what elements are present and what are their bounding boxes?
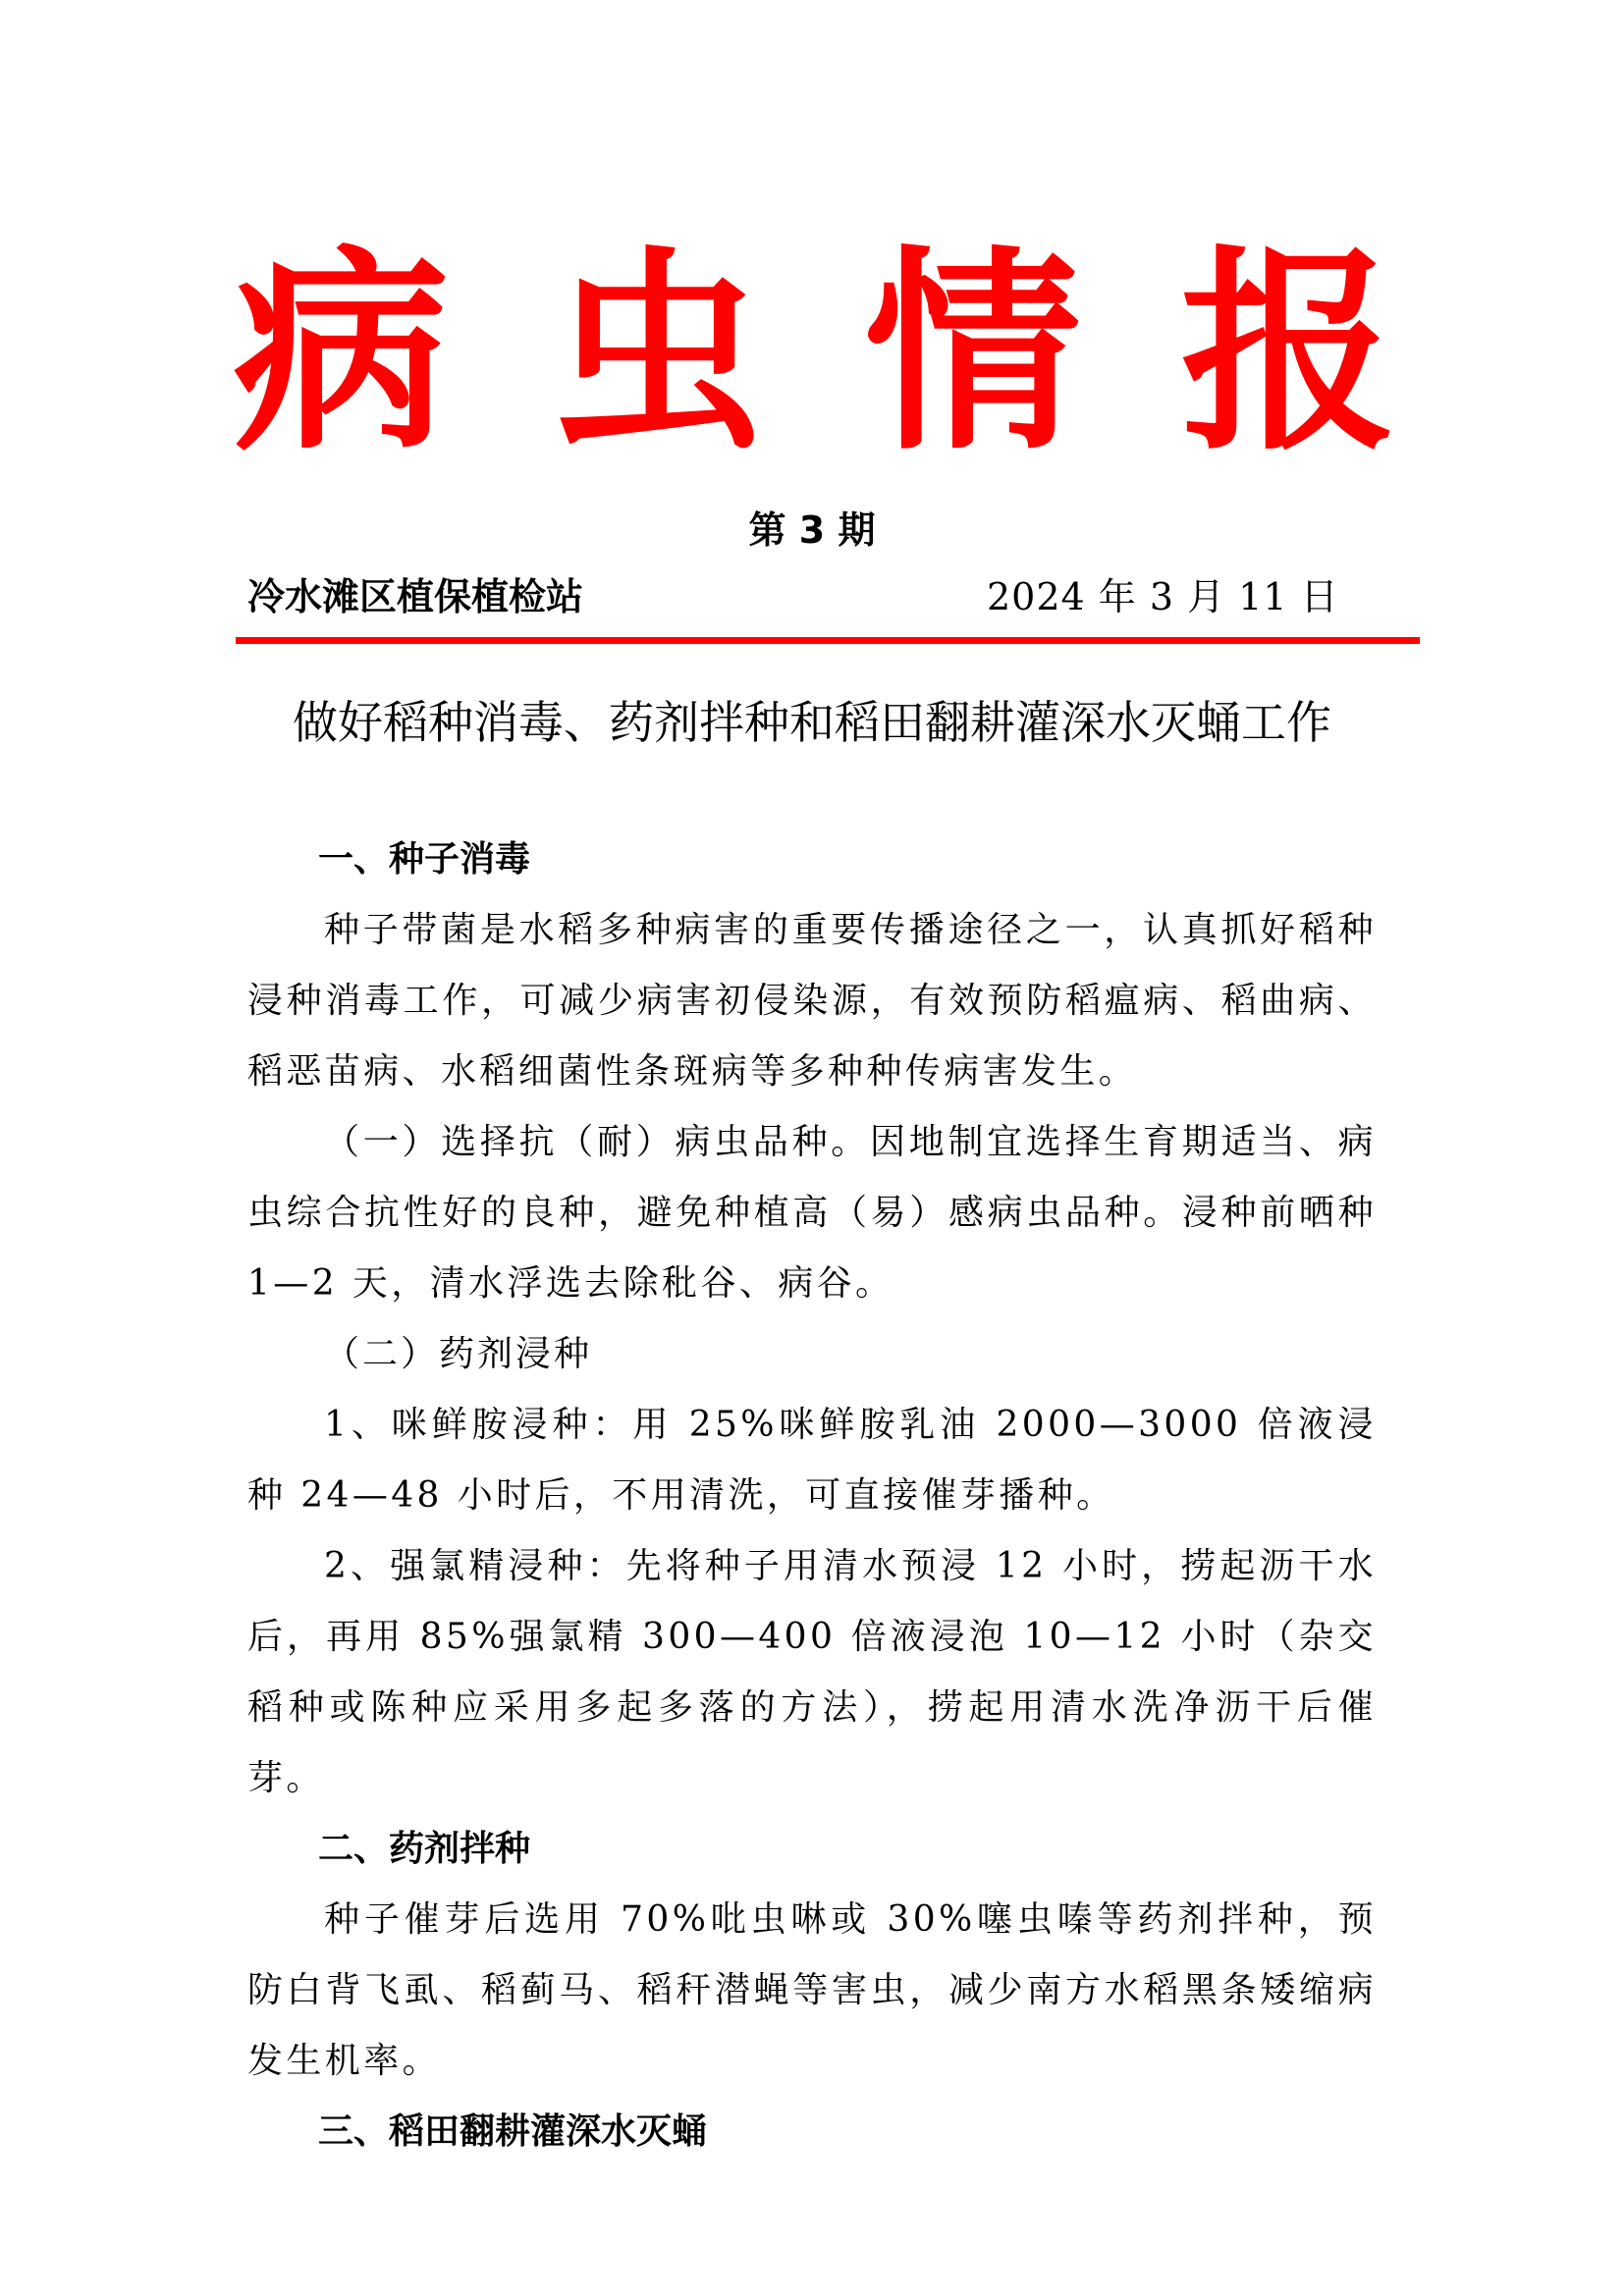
section-heading: 三、稻田翻耕灌深水灭蛹 [318,2111,708,2152]
organization-name: 冷水滩区植保植检站 [247,575,584,618]
document-title: 做好稻种消毒、药剂拌种和稻田翻耕灌深水灭蛹工作 [293,696,1331,749]
masthead-char: 情 [864,228,1081,479]
publication-date: 2024 年 3 月 11 日 [987,575,1339,618]
masthead-title [226,228,1404,479]
masthead-char: 病 [233,228,450,479]
paragraph: （一）选择抗（耐）病虫品种。因地制宜选择生育期适当、病虫综合抗性好的良种，避免种植高（易）感病虫品种。浸种前晒种1—2 天，清水浮选去除秕谷、病谷。 [247,1122,1377,1304]
document-body [247,825,1377,2167]
paragraph: 2、强氯精浸种：先将种子用清水预浸 12 小时，捞起沥干水后，再用 85%强氯精 300—400 倍液浸泡 10—12 小时（杂交稻种或陈种应采用多起多落的方法），捞起用清水洗净沥干后催芽。 [247,1546,1377,1798]
header-divider [236,637,1420,644]
section-heading: 二、药剂拌种 [318,1829,531,1869]
issue-number: 第 3 期 [748,508,876,552]
paragraph: 1、咪鲜胺浸种：用 25%咪鲜胺乳油 2000—3000 倍液浸种 24—48 小时后，不用清洗，可直接催芽播种。 [247,1405,1377,1516]
paragraph: 种子带菌是水稻多种病害的重要传播途径之一，认真抓好稻种浸种消毒工作，可减少病害初侵染源，有效预防稻瘟病、稻曲病、稻恶苗病、水稻细菌性条斑病等多种种传病害发生。 [247,910,1377,1092]
section-heading: 一、种子消毒 [318,839,531,880]
masthead-char: 报 [1180,228,1397,479]
masthead-char: 虫 [549,228,766,479]
paragraph: 种子催芽后选用 70%吡虫啉或 30%噻虫嗪等药剂拌种，预防白背飞虱、稻蓟马、稻秆潜蝇等害虫，减少南方水稻黑条矮缩病发生机率。 [247,1899,1377,2081]
subsection-heading: （二）药剂浸种 [324,1334,593,1374]
